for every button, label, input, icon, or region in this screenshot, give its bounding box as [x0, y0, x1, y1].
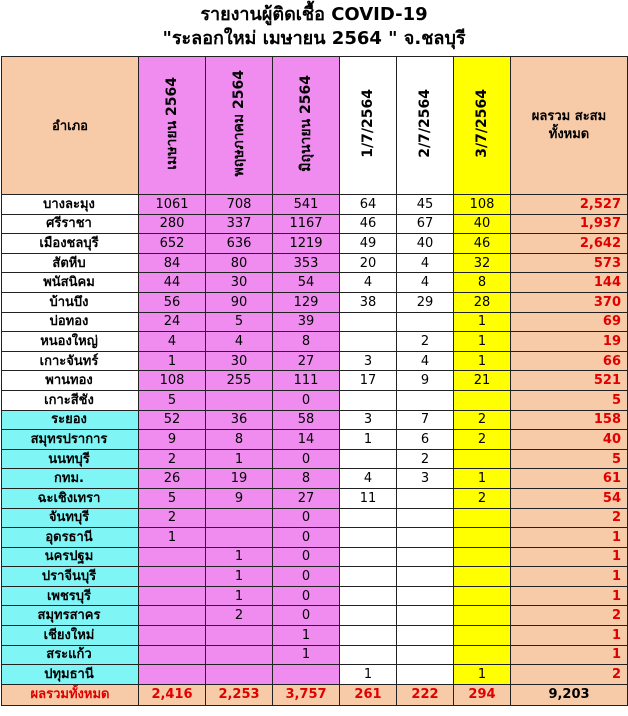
cell-cumulative-total: 69: [511, 312, 628, 332]
cell-june: 14: [273, 430, 340, 450]
cell-day-2: [397, 645, 454, 665]
cell-april: [139, 606, 206, 626]
summary-may: 2,253: [206, 684, 273, 705]
district-name: สมุทรสาคร: [2, 606, 139, 626]
cell-may: [206, 528, 273, 548]
cell-day-2: 40: [397, 234, 454, 254]
cell-day-3: 2: [454, 410, 511, 430]
cell-day-2: [397, 547, 454, 567]
cell-june: 8: [273, 469, 340, 489]
district-name: พานทอง: [2, 371, 139, 391]
cell-day-3: 1: [454, 351, 511, 371]
district-name: บางละมุง: [2, 195, 139, 215]
cell-day-1: 4: [340, 469, 397, 489]
table-row: [2, 586, 628, 606]
cell-cumulative-total: 66: [511, 351, 628, 371]
cell-day-1: [340, 508, 397, 528]
cell-june: 27: [273, 488, 340, 508]
summary-day-2: 222: [397, 684, 454, 705]
cell-cumulative-total: 61: [511, 469, 628, 489]
cell-june: 0: [273, 390, 340, 410]
table-row: [2, 430, 628, 450]
table-row: [2, 508, 628, 528]
table-row: [2, 547, 628, 567]
cell-cumulative-total: 2: [511, 508, 628, 528]
cell-day-3: [454, 547, 511, 567]
table-row: [2, 253, 628, 273]
cell-day-3: [454, 528, 511, 548]
cell-cumulative-total: 1: [511, 528, 628, 548]
cell-june: 0: [273, 567, 340, 587]
table-row: [2, 312, 628, 332]
cell-may: 4: [206, 332, 273, 352]
header-district: อำเภอ: [2, 57, 139, 195]
cell-day-2: 2: [397, 332, 454, 352]
header-cumulative-total: ผลรวม สะสม ทั้งหมด: [511, 57, 628, 195]
cell-june: 54: [273, 273, 340, 293]
district-name: เชียงใหม่: [2, 626, 139, 646]
table-row: [2, 273, 628, 293]
cell-may: [206, 645, 273, 665]
cell-june: 111: [273, 371, 340, 391]
district-name: นนทบุรี: [2, 449, 139, 469]
district-name: สมุทรปราการ: [2, 430, 139, 450]
cell-day-3: 1: [454, 312, 511, 332]
cell-april: 52: [139, 410, 206, 430]
cell-day-2: 4: [397, 351, 454, 371]
cell-cumulative-total: 370: [511, 292, 628, 312]
cell-day-2: 6: [397, 430, 454, 450]
cell-april: 26: [139, 469, 206, 489]
cell-day-3: 21: [454, 371, 511, 391]
cell-may: 1: [206, 586, 273, 606]
summary-label: ผลรวมทั้งหมด: [2, 684, 139, 705]
cell-may: 2: [206, 606, 273, 626]
cell-day-1: 38: [340, 292, 397, 312]
report-subtitle: "ระลอกใหม่ เมษายน 2564 " จ.ชลบุรี: [162, 28, 466, 49]
cell-may: 636: [206, 234, 273, 254]
cell-day-2: [397, 567, 454, 587]
cell-day-2: [397, 390, 454, 410]
table-row: [2, 626, 628, 646]
cell-april: [139, 586, 206, 606]
cell-day-1: 11: [340, 488, 397, 508]
cell-day-3: 1: [454, 665, 511, 685]
cell-day-3: [454, 508, 511, 528]
district-name: บ้านบึง: [2, 292, 139, 312]
cell-day-1: 3: [340, 351, 397, 371]
cell-may: [206, 665, 273, 685]
header-day-1-label: 1/7/2564: [360, 89, 376, 158]
cell-april: 2: [139, 508, 206, 528]
cell-day-2: 2: [397, 449, 454, 469]
summary-april: 2,416: [139, 684, 206, 705]
cell-day-2: [397, 626, 454, 646]
cell-day-2: 4: [397, 253, 454, 273]
cell-day-3: 40: [454, 214, 511, 234]
header-day-1: [340, 57, 397, 195]
table-row: [2, 351, 628, 371]
header-june-label: มิถุนายน 2564: [298, 75, 314, 172]
cell-april: 2: [139, 449, 206, 469]
cell-day-3: 2: [454, 430, 511, 450]
cell-day-2: 3: [397, 469, 454, 489]
cell-april: [139, 626, 206, 646]
cell-day-3: [454, 606, 511, 626]
district-name: อุดรธานี: [2, 528, 139, 548]
cell-may: [206, 390, 273, 410]
header-april-label: เมษายน 2564: [164, 77, 180, 170]
cell-day-3: 8: [454, 273, 511, 293]
table-row: [2, 390, 628, 410]
cell-june: [273, 665, 340, 685]
cell-may: 1: [206, 449, 273, 469]
cell-may: 337: [206, 214, 273, 234]
cell-may: [206, 626, 273, 646]
district-name: เมืองชลบุรี: [2, 234, 139, 254]
cell-cumulative-total: 1,937: [511, 214, 628, 234]
cell-june: 58: [273, 410, 340, 430]
table-row: [2, 195, 628, 215]
cell-cumulative-total: 2: [511, 665, 628, 685]
header-day-3: [454, 57, 511, 195]
cell-april: 56: [139, 292, 206, 312]
cell-cumulative-total: 2,527: [511, 195, 628, 215]
cell-day-2: [397, 508, 454, 528]
district-name: ฉะเชิงเทรา: [2, 488, 139, 508]
cell-day-3: [454, 449, 511, 469]
cell-june: 0: [273, 508, 340, 528]
cell-cumulative-total: 521: [511, 371, 628, 391]
header-may-label: พฤษภาคม 2564: [231, 70, 247, 177]
cell-day-1: [340, 449, 397, 469]
summary-day-3: 294: [454, 684, 511, 705]
district-name: ปราจีนบุรี: [2, 567, 139, 587]
cell-april: 5: [139, 488, 206, 508]
cell-day-2: [397, 488, 454, 508]
district-name: สัตหีบ: [2, 253, 139, 273]
cell-cumulative-total: 1: [511, 626, 628, 646]
district-name: เกาะสีชัง: [2, 390, 139, 410]
cell-may: 80: [206, 253, 273, 273]
cell-april: 5: [139, 390, 206, 410]
cell-may: 30: [206, 273, 273, 293]
cell-june: 0: [273, 528, 340, 548]
district-name: หนองใหญ่: [2, 332, 139, 352]
cell-april: [139, 567, 206, 587]
cell-april: 280: [139, 214, 206, 234]
cell-cumulative-total: 1: [511, 586, 628, 606]
cell-may: 255: [206, 371, 273, 391]
cell-june: 27: [273, 351, 340, 371]
cell-june: 0: [273, 547, 340, 567]
table-row: [2, 606, 628, 626]
cell-day-3: [454, 390, 511, 410]
cell-day-1: 64: [340, 195, 397, 215]
header-april: [139, 57, 206, 195]
summary-day-1: 261: [340, 684, 397, 705]
table-header-row: [2, 57, 628, 195]
district-name: ศรีราชา: [2, 214, 139, 234]
cell-day-1: 46: [340, 214, 397, 234]
district-name: เพชรบุรี: [2, 586, 139, 606]
cell-day-1: 49: [340, 234, 397, 254]
cell-day-1: [340, 390, 397, 410]
cell-day-1: [340, 567, 397, 587]
cell-may: 1: [206, 567, 273, 587]
cell-june: 0: [273, 606, 340, 626]
cell-day-3: 1: [454, 332, 511, 352]
covid-cases-table: [1, 56, 628, 706]
cell-day-3: 32: [454, 253, 511, 273]
header-day-2: [397, 57, 454, 195]
table-row: [2, 645, 628, 665]
cell-may: [206, 508, 273, 528]
cell-day-1: [340, 528, 397, 548]
header-june: [273, 57, 340, 195]
cell-day-3: [454, 586, 511, 606]
summary-total: 9,203: [511, 684, 628, 705]
cell-day-1: [340, 645, 397, 665]
cell-june: 0: [273, 449, 340, 469]
cell-day-2: 67: [397, 214, 454, 234]
cell-day-2: 7: [397, 410, 454, 430]
cell-cumulative-total: 1: [511, 547, 628, 567]
cell-cumulative-total: 40: [511, 430, 628, 450]
table-row: [2, 332, 628, 352]
district-name: พนัสนิคม: [2, 273, 139, 293]
cell-day-2: 9: [397, 371, 454, 391]
cell-april: 1: [139, 528, 206, 548]
cell-may: 5: [206, 312, 273, 332]
header-day-3-label: 3/7/2564: [474, 89, 490, 158]
cell-day-3: 2: [454, 488, 511, 508]
cell-april: [139, 547, 206, 567]
header-may: [206, 57, 273, 195]
cell-day-2: [397, 606, 454, 626]
cell-day-1: 17: [340, 371, 397, 391]
cell-may: 19: [206, 469, 273, 489]
cell-june: 8: [273, 332, 340, 352]
header-day-2-label: 2/7/2564: [417, 89, 433, 158]
cell-day-1: 3: [340, 410, 397, 430]
cell-day-1: 1: [340, 665, 397, 685]
cell-cumulative-total: 1: [511, 567, 628, 587]
cell-april: 9: [139, 430, 206, 450]
cell-april: 652: [139, 234, 206, 254]
cell-june: 353: [273, 253, 340, 273]
cell-april: 108: [139, 371, 206, 391]
district-name: เกาะจันทร์: [2, 351, 139, 371]
cell-may: 90: [206, 292, 273, 312]
table-row: [2, 665, 628, 685]
cell-april: 24: [139, 312, 206, 332]
cell-day-1: 4: [340, 273, 397, 293]
cell-april: 1061: [139, 195, 206, 215]
cell-april: 4: [139, 332, 206, 352]
cell-day-3: 1: [454, 469, 511, 489]
cell-june: 0: [273, 586, 340, 606]
table-row: [2, 488, 628, 508]
cell-day-3: [454, 645, 511, 665]
cell-april: 44: [139, 273, 206, 293]
cell-day-1: 20: [340, 253, 397, 273]
table-row: [2, 371, 628, 391]
cell-june: 1: [273, 626, 340, 646]
district-name: สระแก้ว: [2, 645, 139, 665]
cell-cumulative-total: 573: [511, 253, 628, 273]
cell-day-1: [340, 606, 397, 626]
district-name: กทม.: [2, 469, 139, 489]
cell-june: 129: [273, 292, 340, 312]
summary-june: 3,757: [273, 684, 340, 705]
cell-cumulative-total: 54: [511, 488, 628, 508]
cell-cumulative-total: 2,642: [511, 234, 628, 254]
cell-day-2: 4: [397, 273, 454, 293]
cell-day-2: [397, 528, 454, 548]
cell-may: 9: [206, 488, 273, 508]
cell-day-1: [340, 332, 397, 352]
cell-cumulative-total: 1: [511, 645, 628, 665]
cell-day-2: 45: [397, 195, 454, 215]
cell-april: 1: [139, 351, 206, 371]
district-name: นครปฐม: [2, 547, 139, 567]
table-row: [2, 410, 628, 430]
district-name: บ่อทอง: [2, 312, 139, 332]
table-row: [2, 449, 628, 469]
cell-june: 1: [273, 645, 340, 665]
cell-day-1: [340, 626, 397, 646]
cell-cumulative-total: 5: [511, 390, 628, 410]
cell-day-3: 108: [454, 195, 511, 215]
cell-may: 708: [206, 195, 273, 215]
cell-cumulative-total: 158: [511, 410, 628, 430]
table-row: [2, 214, 628, 234]
cell-april: [139, 645, 206, 665]
cell-june: 1219: [273, 234, 340, 254]
cell-day-2: [397, 665, 454, 685]
cell-cumulative-total: 2: [511, 606, 628, 626]
cell-cumulative-total: 144: [511, 273, 628, 293]
table-row: [2, 567, 628, 587]
cell-june: 39: [273, 312, 340, 332]
cell-day-3: 46: [454, 234, 511, 254]
cell-cumulative-total: 19: [511, 332, 628, 352]
cell-may: 1: [206, 547, 273, 567]
cell-april: 84: [139, 253, 206, 273]
cell-day-2: [397, 312, 454, 332]
table-row: [2, 292, 628, 312]
cell-day-1: [340, 586, 397, 606]
district-name: จันทบุรี: [2, 508, 139, 528]
table-row: [2, 469, 628, 489]
table-row: [2, 234, 628, 254]
table-body: [2, 195, 628, 706]
cell-day-3: [454, 567, 511, 587]
cell-day-2: 29: [397, 292, 454, 312]
cell-april: [139, 665, 206, 685]
district-name: ระยอง: [2, 410, 139, 430]
table-row: [2, 528, 628, 548]
cell-june: 1167: [273, 214, 340, 234]
cell-day-2: [397, 586, 454, 606]
cell-may: 8: [206, 430, 273, 450]
cell-may: 30: [206, 351, 273, 371]
district-name: ปทุมธานี: [2, 665, 139, 685]
cell-day-1: [340, 312, 397, 332]
cell-may: 36: [206, 410, 273, 430]
cell-day-1: 1: [340, 430, 397, 450]
cell-day-3: [454, 626, 511, 646]
cell-day-1: [340, 547, 397, 567]
cell-day-3: 28: [454, 292, 511, 312]
cell-cumulative-total: 5: [511, 449, 628, 469]
cell-june: 541: [273, 195, 340, 215]
report-title: รายงานผู้ติดเชื้อ COVID-19: [200, 4, 428, 25]
summary-row: [2, 684, 628, 705]
